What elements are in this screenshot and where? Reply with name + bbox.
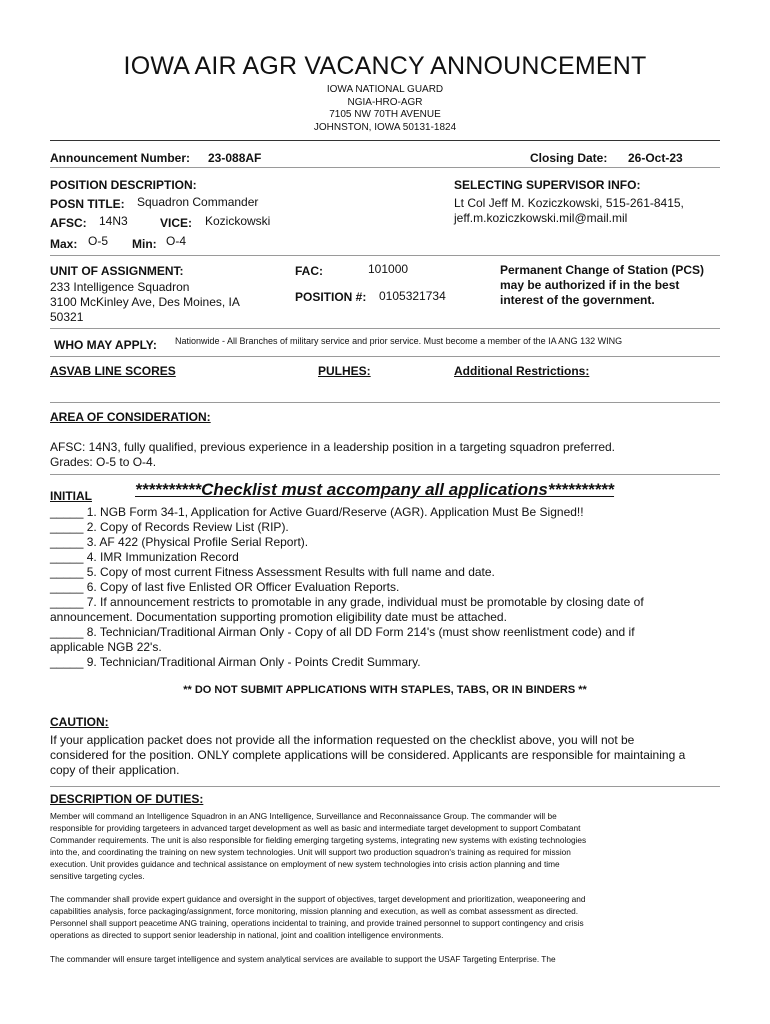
unit-line: 3100 McKinley Ave, Des Moines, IA <box>50 295 240 309</box>
unit-line: 233 Intelligence Squadron <box>50 280 190 294</box>
checklist-item: _____ 9. Technician/Traditional Airman Only - Points Credit Summary. <box>50 655 421 669</box>
duties-heading: DESCRIPTION OF DUTIES: <box>50 792 204 806</box>
vice-label: VICE: <box>160 216 193 230</box>
position-description-heading: POSITION DESCRIPTION: <box>50 178 197 192</box>
org-line: IOWA NATIONAL GUARD <box>326 84 444 95</box>
duties-line: Personnel shall support peacetime ANG training, operations incidental to training, and provide trained personnel to support contingency and crisis <box>50 918 584 928</box>
supervisor-heading: SELECTING SUPERVISOR INFO: <box>454 178 641 192</box>
checklist-item: _____ 3. AF 422 (Physical Profile Serial Report). <box>50 535 309 549</box>
caution-line: considered for the position. ONLY complete applications will be considered. Applicants are responsible for maintaining a <box>50 748 686 762</box>
divider <box>50 474 720 475</box>
initial-label: INITIAL <box>50 489 92 503</box>
unit-heading: UNIT OF ASSIGNMENT: <box>50 264 184 278</box>
caution-heading: CAUTION: <box>50 715 109 729</box>
page-title: IOWA AIR AGR VACANCY ANNOUNCEMENT <box>123 52 647 80</box>
duties-line: responsible for providing targeteers in advanced target development as well as basic and intermediate target development to support Combatant <box>50 823 581 833</box>
additional-restrictions-label: Additional Restrictions: <box>454 364 590 378</box>
max-label: Max: <box>50 237 78 251</box>
duties-line: operations as directed to support senior leadership in national, joint and coalition intelligence environments. <box>50 930 444 940</box>
divider <box>50 356 720 357</box>
header-divider <box>50 140 720 141</box>
duties-line: execution. Unit provides guidance and technical assistance on employment of new system technologies into crisis action planning and time <box>50 859 560 869</box>
divider <box>50 786 720 787</box>
vice-value: Kozickowski <box>205 214 271 228</box>
posn-title-value: Squadron Commander <box>137 195 259 209</box>
who-may-apply-value: Nationwide - All Branches of military service and prior service. Must become a member of the IA ANG 132 WING <box>175 336 623 346</box>
divider <box>50 328 720 329</box>
checklist-item-continued: announcement. Documentation supporting promotion eligibility date must be attached. <box>50 610 507 624</box>
checklist-item-continued: applicable NGB 22's. <box>50 640 162 654</box>
divider <box>50 402 720 403</box>
closing-date-value: 26-Oct-23 <box>628 151 683 165</box>
duties-line: sensitive targeting cycles. <box>50 871 145 881</box>
consideration-line: AFSC: 14N3, fully qualified, previous experience in a leadership position in a targeting squadron preferred. <box>50 440 615 454</box>
pcs-note: may be authorized if in the best <box>500 278 680 292</box>
supervisor-email: jeff.m.koziczkowski.mil@mail.mil <box>454 211 628 225</box>
org-line: 7105 NW 70TH AVENUE <box>329 109 441 120</box>
org-line: NGIA-HRO-AGR <box>347 96 423 108</box>
divider <box>50 167 720 168</box>
position-number-value: 0105321734 <box>379 289 446 303</box>
staples-notice: ** DO NOT SUBMIT APPLICATIONS WITH STAPLES, TABS, OR IN BINDERS ** <box>183 684 587 696</box>
afsc-label: AFSC: <box>50 216 87 230</box>
checklist-item: _____ 4. IMR Immunization Record <box>50 550 239 564</box>
org-line: JOHNSTON, IOWA 50131-1824 <box>313 121 457 133</box>
duties-line: into the, and coordinating the training on new system technologies. Unit will support two production squadron's training as required for mission <box>50 847 571 857</box>
announcement-number-value: 23-088AF <box>208 151 262 165</box>
announcement-number-label: Announcement Number: <box>50 151 191 165</box>
duties-line: Member will command an Intelligence Squadron in an ANG Intelligence, Surveillance and Reconnaissance Group. The commander will be <box>50 811 557 821</box>
position-number-label: POSITION #: <box>295 290 367 304</box>
pcs-note: Permanent Change of Station (PCS) <box>500 263 705 277</box>
closing-date-label: Closing Date: <box>530 151 608 165</box>
who-may-apply-label: WHO MAY APPLY: <box>54 338 157 352</box>
checklist-item: _____ 5. Copy of most current Fitness Assessment Results with full name and date. <box>50 565 495 579</box>
min-label: Min: <box>132 237 157 251</box>
min-value: O-4 <box>166 234 187 248</box>
duties-line: Commander requirements. The unit is also responsible for fielding emerging targeting systems, integrating new systems with existing technologies <box>50 835 587 845</box>
checklist-item: _____ 2. Copy of Records Review List (RIP). <box>50 520 289 534</box>
caution-line: copy of their application. <box>50 763 180 777</box>
supervisor-line: Lt Col Jeff M. Koziczkowski, 515-261-8415, <box>454 196 684 210</box>
caution-line: If your application packet does not provide all the information requested on the checklist above, you will not be <box>50 733 635 747</box>
max-value: O-5 <box>88 234 109 248</box>
pulhes-label: PULHES: <box>318 364 371 378</box>
checklist-item: _____ 1. NGB Form 34-1, Application for Active Guard/Reserve (AGR). Application Must Be Signed!! <box>50 505 584 519</box>
pcs-note: interest of the government. <box>500 293 655 307</box>
checklist-item: _____ 6. Copy of last five Enlisted OR Officer Evaluation Reports. <box>50 580 400 594</box>
fac-label: FAC: <box>295 264 323 278</box>
duties-line: The commander will ensure target intelligence and system analytical services are available to support the USAF Targeting Enterprise. The <box>50 954 556 964</box>
duties-line: The commander shall provide expert guidance and oversight in the support of objectives, target development and prioritization, weaponeering and <box>50 894 586 904</box>
fac-value: 101000 <box>368 262 409 276</box>
consideration-line: Grades: O-5 to O-4. <box>50 455 157 469</box>
posn-title-label: POSN TITLE: <box>50 197 125 211</box>
checklist-item: _____ 8. Technician/Traditional Airman Only - Copy of all DD Form 214's (must show reenlistment code) and if <box>50 625 635 639</box>
asvab-label: ASVAB LINE SCORES <box>50 364 176 378</box>
consideration-heading: AREA OF CONSIDERATION: <box>50 410 211 424</box>
checklist-title: **********Checklist must accompany all applications********** <box>135 480 615 499</box>
duties-line: capabilities analysis, force packaging/assignment, force monitoring, mission planning and execution, as well as combat assessment as directed. <box>50 906 579 916</box>
checklist-item: _____ 7. If announcement restricts to promotable in any grade, individual must be promotable by closing date of <box>50 595 644 609</box>
divider <box>50 255 720 256</box>
unit-line: 50321 <box>50 310 84 324</box>
afsc-value: 14N3 <box>99 214 128 228</box>
